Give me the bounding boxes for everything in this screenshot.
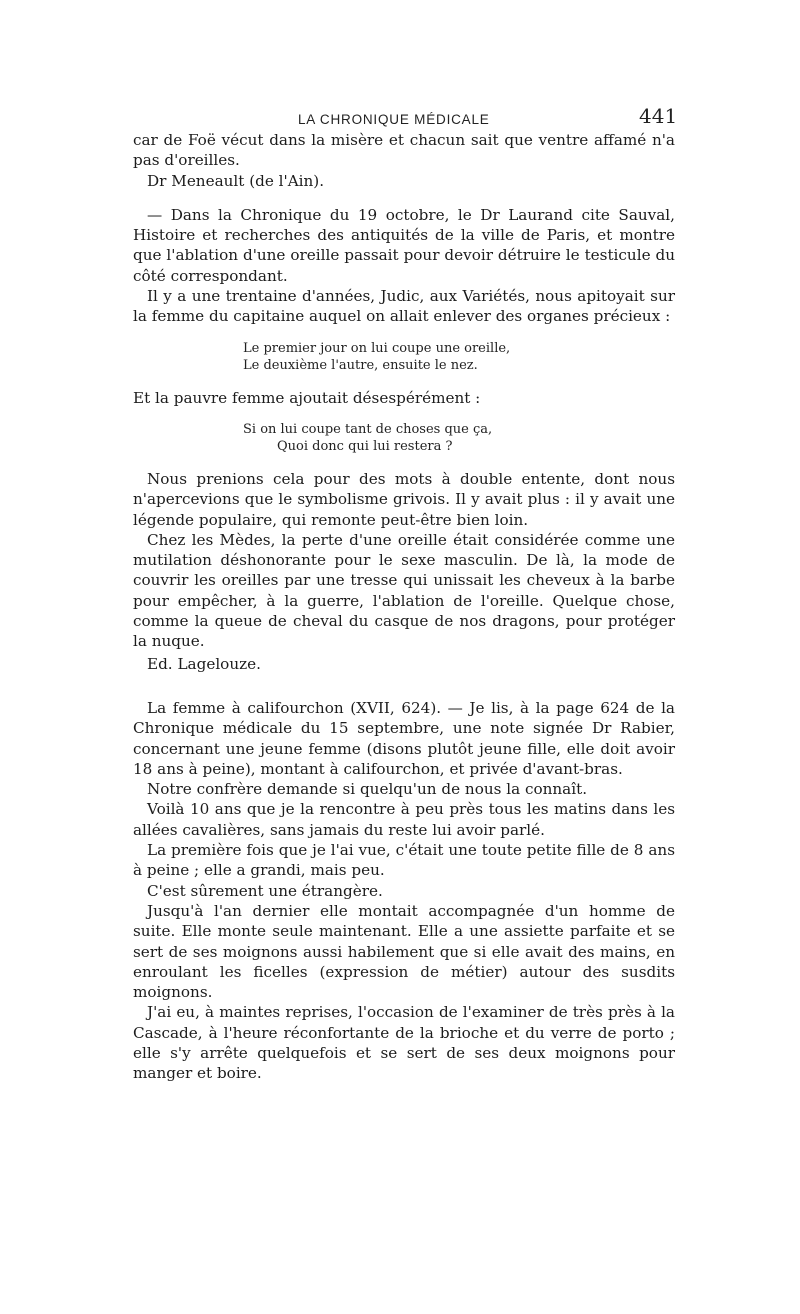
paragraph: — Dans la Chronique du 19 octobre, le Dr Laurand cite Sauval, Histoire et recherches des antiquités de la ville de Paris, et montre que l'ablation d'une oreille passait pour devoir détruire le testicule du côté correspondant.: [133, 205, 675, 285]
paragraph: Voilà 10 ans que je la rencontre à peu près tous les matins dans les allées cavalières, sans jamais du reste lui avoir parlé.: [133, 800, 675, 839]
article-body: [133, 130, 675, 1084]
running-title: LA CHRONIQUE MÉDICALE: [298, 112, 490, 127]
paragraph: Nous prenions cela pour des mots à double entente, dont nous n'apercevions que le symbolisme grivois. Il y avait plus : il y avait une légende populaire, qui remonte peut-être bien loin.: [133, 469, 675, 529]
page-number: 441: [639, 104, 678, 128]
signature-meneault: Dr Meneault (de l'Ain).: [147, 171, 325, 190]
verse-line: Quoi donc qui lui restera ?: [277, 439, 453, 455]
verse-block-2: [243, 421, 675, 456]
verse-line: Le deuxième l'autre, ensuite le nez.: [243, 358, 478, 374]
verse-block-1: [243, 340, 675, 375]
paragraph: car de Foë vécut dans la misère et chacun sait que ventre affamé n'a pas d'oreilles.: [133, 131, 675, 170]
paragraph: La première fois que je l'ai vue, c'était une toute petite fille de 8 ans à peine ; elle a grandi, mais peu.: [133, 841, 675, 880]
paragraph: Jusqu'à l'an dernier elle montait accompagnée d'un homme de suite. Elle monte seule maintenant. Elle a une assiette parfaite et se sert de ses moignons aussi habilement que si elle avait des mains, en enroulant les ficelles (expression de métier) autour des susdits moignons.: [133, 901, 675, 1002]
paragraph: La femme à califourchon (XVII, 624). — Je lis, à la page 624 de la Chronique médicale du 15 septembre, une note signée Dr Rabier, concernant une jeune femme (disons plutôt jeune fille, elle doit avoir 18 ans à peine), montant à califourchon, et privée d'avant-bras.: [133, 698, 675, 778]
paragraph: Et la pauvre femme ajoutait désespérément :: [133, 388, 481, 407]
paragraph: Chez les Mèdes, la perte d'une oreille était considérée comme une mutilation déshonorante pour le sexe masculin. De là, la mode de couvrir les oreilles par une tresse qui unissait les cheveux à la barbe pour empêcher, à la guerre, l'ablation de l'oreille. Quelque chose, comme la queue de cheval du casque de nos dragons, pour protéger la nuque.: [133, 530, 675, 651]
verse-line: Le premier jour on lui coupe une oreille,: [243, 340, 511, 356]
signature-lagelouze: Ed. Lagelouze.: [147, 654, 261, 673]
paragraph: J'ai eu, à maintes reprises, l'occasion de l'examiner de très près à la Cascade, à l'heure réconfortante de la brioche et du verre de porto ; elle s'y arrête quelquefois et se sert de ses deux moignons pour manger et boire.: [133, 1003, 675, 1083]
paragraph: C'est sûrement une étrangère.: [147, 881, 383, 900]
paragraph: Notre confrère demande si quelqu'un de nous la connaît.: [147, 780, 588, 799]
paragraph: Il y a une trentaine d'années, Judic, aux Variétés, nous apitoyait sur la femme du capitaine auquel on allait enlever des organes précieux :: [133, 287, 675, 326]
verse-line: Si on lui coupe tant de choses que ça,: [243, 421, 493, 437]
